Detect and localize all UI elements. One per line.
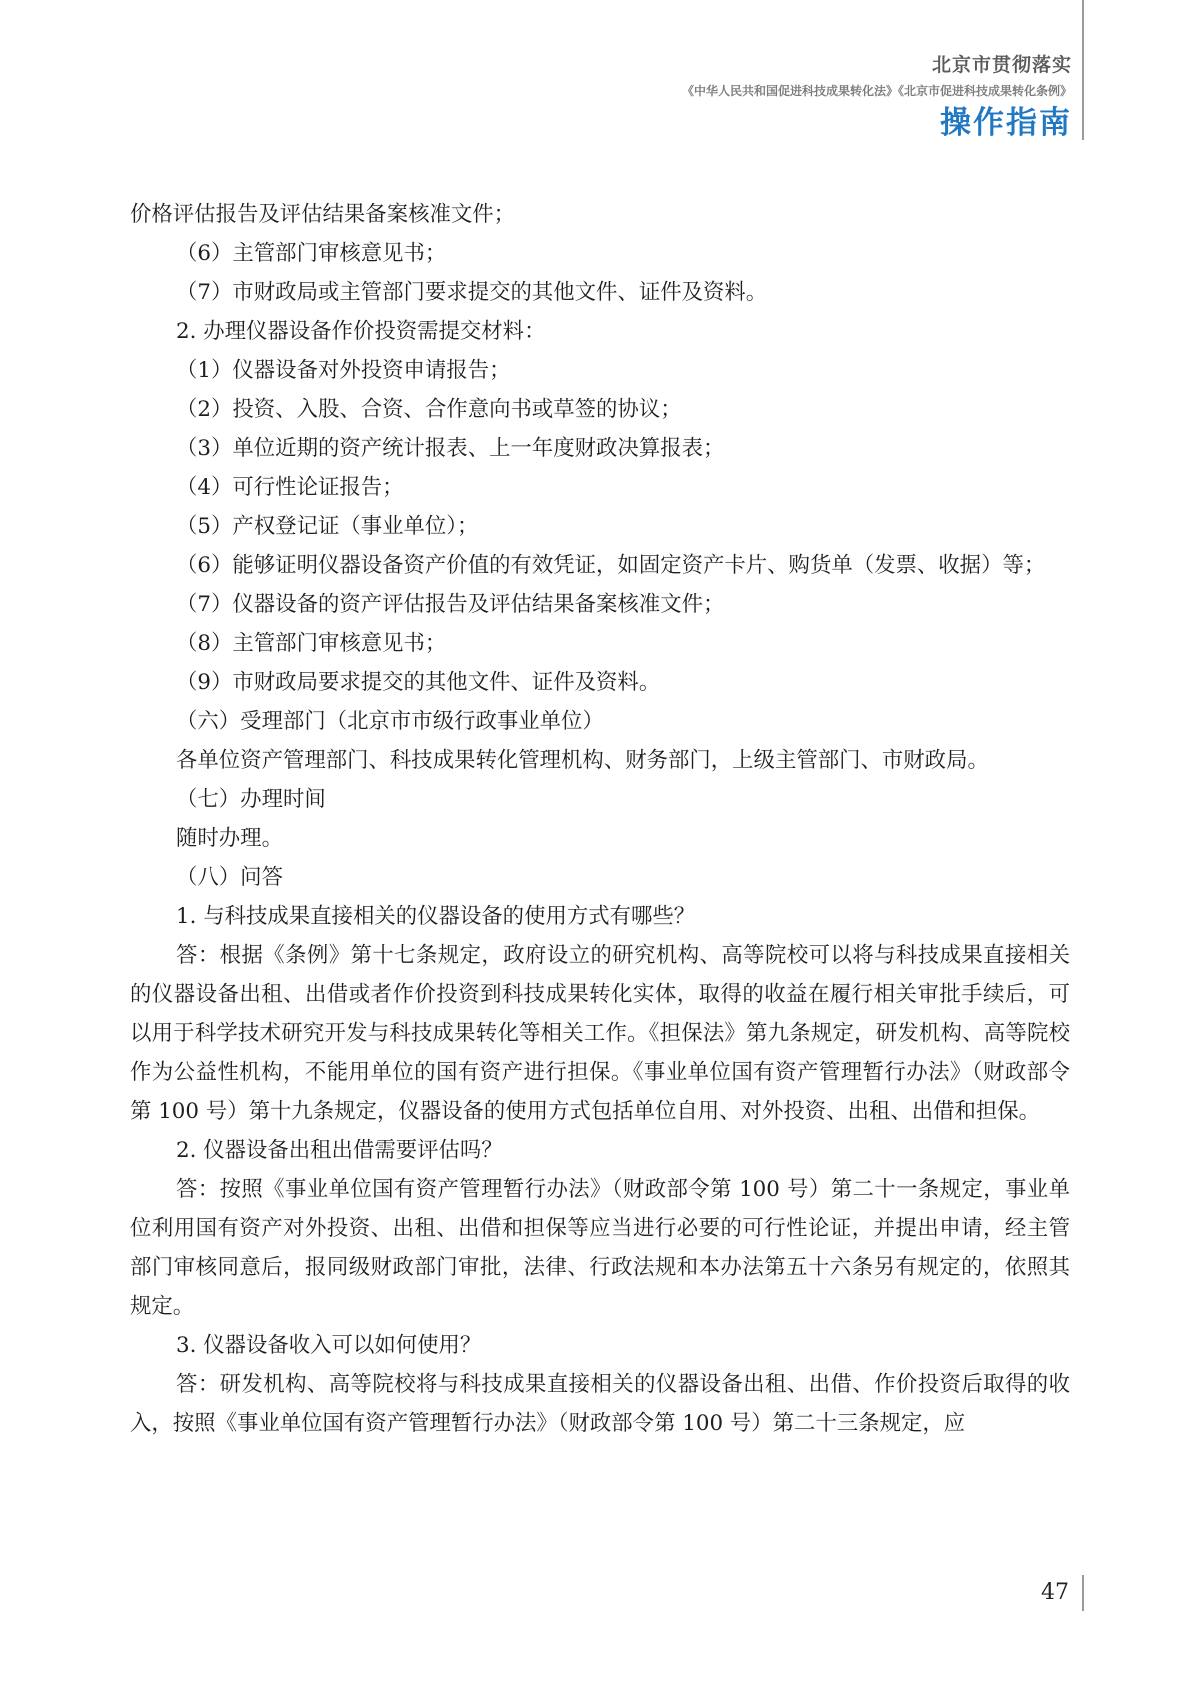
paragraph: 2. 办理仪器设备作价投资需提交材料：: [176, 319, 546, 344]
body-text: [130, 195, 1070, 1443]
paragraph: 价格评估报告及评估结果备案核准文件；: [130, 202, 516, 227]
answer: 答：根据《条例》第十七条规定，政府设立的研究机构、高等院校可以将与科技成果直接相关的仪器设备出租、出借或者作价投资到科技成果转化实体，取得的收益在履行相关审批手续后，可以用于科学技术研究开发与科技成果转化等相关工作。《担保法》第九条规定，研发机构、高等院校作为公益性机构，不能用单位的国有资产进行担保。《事业单位国有资产管理暂行办法》（财政部令第 100 号）第十九条规定，仪器设备的使用方式包括单位自用、对外投资、出租、出借和担保。: [130, 943, 1070, 1124]
paragraph: （8）主管部门审核意见书；: [176, 631, 447, 656]
answer: 答：按照《事业单位国有资产管理暂行办法》（财政部令第 100 号）第二十一条规定，事业单位利用国有资产对外投资、出租、出借和担保等应当进行必要的可行性论证，并提出申请，经主管部门审核同意后，报同级财政部门审批，法律、行政法规和本办法第五十六条另有规定的，依照其规定。: [130, 1177, 1070, 1319]
paragraph: （4）可行性论证报告；: [176, 475, 404, 500]
question: 3. 仪器设备收入可以如何使用？: [176, 1333, 482, 1358]
page-number: 47: [1041, 1580, 1069, 1605]
paragraph: （7）市财政局或主管部门要求提交的其他文件、证件及资料。: [176, 280, 768, 305]
paragraph: 随时办理。: [176, 826, 283, 851]
paragraph: （5）产权登记证（事业单位）；: [176, 514, 479, 539]
running-header: [682, 52, 1072, 143]
paragraph: （9）市财政局要求提交的其他文件、证件及资料。: [176, 670, 661, 695]
paragraph: （6）能够证明仪器设备资产价值的有效凭证，如固定资产卡片、购货单（发票、收据）等；: [176, 553, 1046, 578]
section-heading: （六）受理部门（北京市市级行政事业单位）: [176, 709, 604, 734]
header-subtitle: 《中华人民共和国促进科技成果转化法》《北京市促进科技成果转化条例》: [681, 84, 1072, 98]
answer: 答：研发机构、高等院校将与科技成果直接相关的仪器设备出租、出借、作价投资后取得的收入，按照《事业单位国有资产管理暂行办法》（财政部令第 100 号）第二十三条规定，应: [130, 1372, 1070, 1436]
question: 2. 仪器设备出租出借需要评估吗？: [176, 1138, 503, 1163]
section-heading: （七）办理时间: [176, 787, 326, 812]
paragraph: （3）单位近期的资产统计报表、上一年度财政决算报表；: [176, 436, 725, 461]
section-heading: （八）问答: [176, 865, 283, 890]
paragraph: （6）主管部门审核意见书；: [176, 241, 447, 266]
paragraph: （7）仪器设备的资产评估报告及评估结果备案核准文件；: [176, 592, 725, 617]
footer-rule: [1082, 1575, 1084, 1611]
header-title: 北京市贯彻落实: [931, 54, 1072, 76]
header-rule: [1082, 0, 1084, 140]
header-main-title: 操作指南: [940, 105, 1072, 141]
paragraph: 各单位资产管理部门、科技成果转化管理机构、财务部门，上级主管部门、市财政局。: [176, 748, 989, 773]
paragraph: （2）投资、入股、合资、合作意向书或草签的协议；: [176, 397, 682, 422]
question: 1. 与科技成果直接相关的仪器设备的使用方式有哪些？: [176, 904, 696, 929]
paragraph: （1）仪器设备对外投资申请报告；: [176, 358, 511, 383]
